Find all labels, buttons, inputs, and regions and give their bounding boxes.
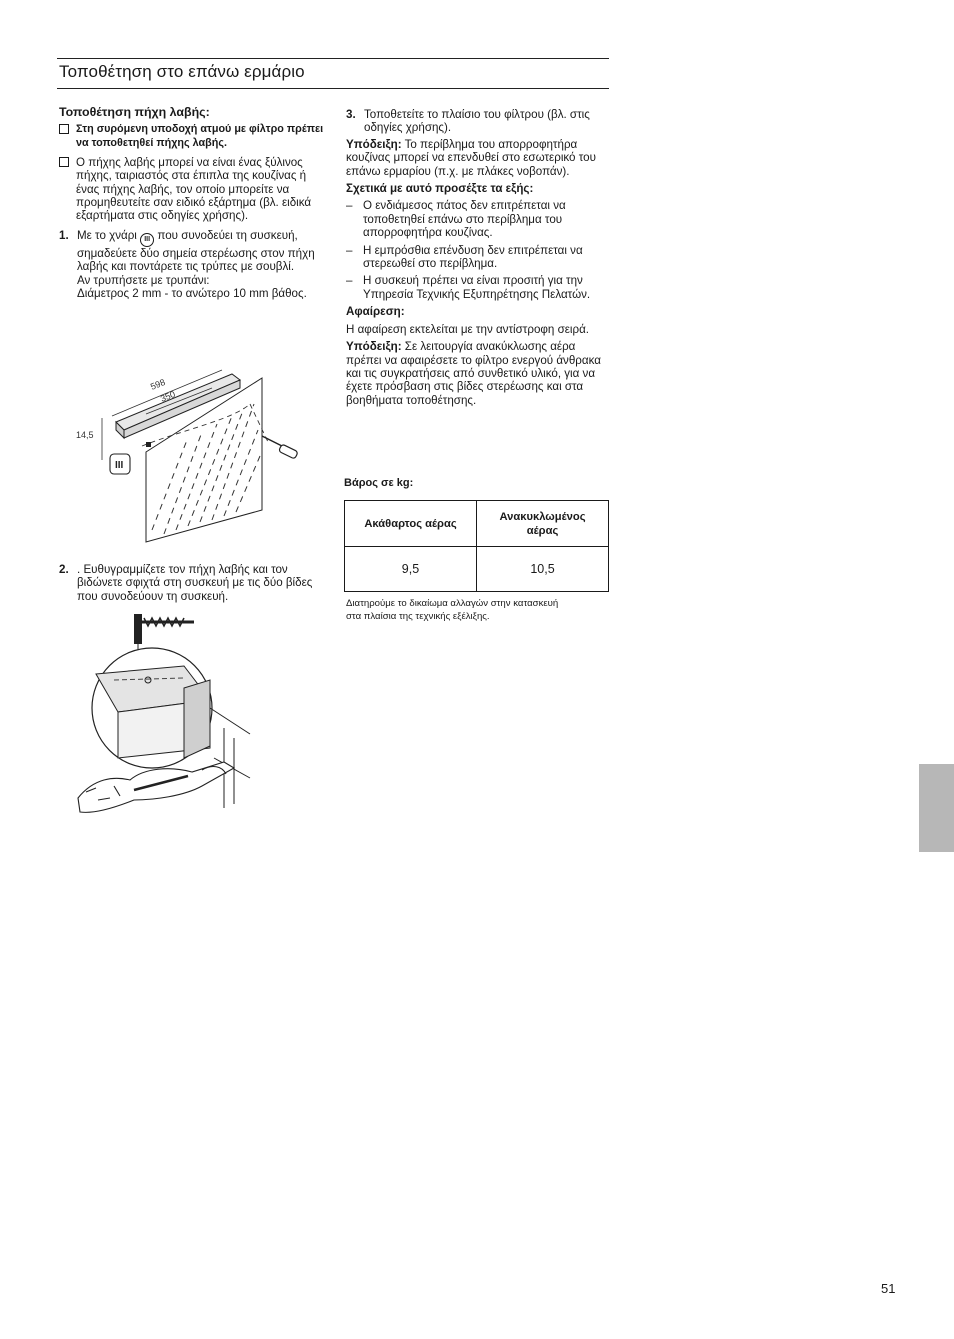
template-illustration (72, 360, 312, 546)
hint-1-label: Υπόδειξη: (346, 137, 402, 151)
handle-bar (116, 374, 240, 430)
footnote-line-2: στα πλαίσια της τεχνικής εξέλιξης. (346, 611, 490, 622)
weight-table-header (345, 501, 609, 547)
dash-item-2 (346, 244, 614, 271)
step-3-number: 3. (346, 108, 356, 121)
dim-label-350: 350 (159, 388, 177, 404)
page-number: 51 (881, 1281, 896, 1296)
section-heading: Τοποθέτηση πήχη λαβής: (59, 105, 210, 119)
attention-heading: Σχετικά με αυτό προσέξτε τα εξής: (346, 182, 534, 196)
dim-label-598: 598 (149, 376, 167, 392)
top-rule (57, 58, 609, 59)
screwdriver-handle (278, 444, 298, 459)
weight-header-exhaust: Ακάθαρτος αέρας (345, 501, 477, 547)
step-2-block (59, 563, 327, 603)
checkbox-icon (59, 157, 69, 167)
right-column (346, 108, 614, 407)
step-1-text-a: Με το χνάρι (77, 228, 137, 242)
step-1-text-b: που συνοδεύει τη συσκευή, σημαδεύετε δύο σημεία στερέωσης στον πήχη λαβής και ποντάρετε τις τρύπες με σουβλί. (77, 228, 315, 274)
removal-heading: Αφαίρεση: (346, 305, 405, 319)
hand-with-screwdriver (78, 762, 234, 812)
weight-header-recirculation-1: Ανακυκλωμένος (499, 510, 586, 523)
step-2-number: 2. (59, 563, 69, 576)
hint-2 (346, 340, 614, 407)
step-1 (59, 229, 327, 301)
construction-line-2 (250, 404, 268, 442)
hint-2-text: Σε λειτουργία ανακύκλωσης αέρα πρέπει να αφαιρέσετε το φίλτρο ενεργού άνθρακα και τις συγκρατήσεις από συνθετικό υλικό, για να έχετε πρόσβαση στις βίδες στερέωσης και στα βοηθήματα τοποθέτησης. (346, 340, 601, 407)
weight-header-recirculation-2: αέρας (526, 524, 559, 537)
checkbox-icon (59, 124, 69, 134)
dash-item-1 (346, 199, 614, 239)
weight-header-recirculation (477, 501, 609, 547)
page-title: Τοποθέτηση στο επάνω ερμάριο (59, 62, 305, 81)
dash-item-3 (346, 274, 614, 301)
step-1-number: 1. (59, 228, 69, 242)
cabinet-lines (210, 708, 250, 808)
step-3 (346, 108, 614, 135)
dash-item-3-text: Η συσκευή πρέπει να είναι προσιτή για την Υπηρεσία Τεχνικής Εξυπηρέτησης Πελατών. (363, 274, 591, 301)
dash-symbol: – (346, 243, 353, 257)
weight-table-row (345, 547, 609, 592)
step-1-text-d: Διάμετρος 2 mm - το ανώτερο 10 mm βάθος. (77, 287, 307, 301)
weight-heading: Βάρος σε kg: (344, 477, 414, 489)
checklist-item-2 (59, 156, 327, 223)
template-icon: III (140, 233, 154, 247)
hint-2-label: Υπόδειξη: (346, 340, 402, 354)
checklist-item-1 (59, 123, 327, 149)
hint-1 (346, 138, 614, 178)
template-label: III (115, 460, 124, 471)
screw-mounting-illustration (74, 608, 254, 824)
step-2-text: . Ευθυγραμμίζετε τον πήχη λαβής και τον βιδώνετε σφιχτά στη συσκευή με τις δύο βίδες που συνοδεύουν τη συσκευή. (77, 563, 313, 603)
dash-symbol: – (346, 274, 353, 288)
title-rule (57, 88, 609, 89)
removal-text: Η αφαίρεση εκτελείται με την αντίστροφη σειρά. (346, 322, 590, 336)
step-2 (59, 563, 327, 603)
template-hatch (152, 404, 260, 534)
weight-value-recirculation: 10,5 (477, 547, 609, 592)
footnote-line-1: Διατηρούμε το δικαίωμα αλλαγών στην κατασκευή (346, 598, 559, 609)
checklist-text-2: Ο πήχης λαβής μπορεί να είναι ένας ξύλινος πήχης, ταιριαστός στα έπιπλα της κουζίνας ή ένας πήχης λαβής, τον οποίο μπορείτε να προμηθευτείτε σαν ειδικό εξάρτημα (βλ. ειδικά εξαρτήματα στις οδηγίες χρήσης). (76, 155, 312, 223)
left-column (59, 106, 327, 300)
checklist-text-1: Στη συρόμενη υποδοχή ατμού με φίλτρο πρέπει να τοποθετηθεί πήχης λαβής. (76, 123, 324, 149)
step-1-text-c: Αν τρυπήσετε με τρυπάνι: (77, 273, 210, 287)
step-3-text: Τοποθετείτε το πλαίσιο του φίλτρου (βλ. στις οδηγίες χρήσης). (364, 108, 590, 135)
weight-table (344, 500, 609, 592)
language-tab-marker (919, 764, 954, 852)
dim-label-14-5: 14,5 (76, 430, 94, 440)
template-marker (146, 442, 151, 447)
dash-item-1-text: Ο ενδιάμεσος πάτος δεν επιτρέπεται να τοποθετηθεί επάνω στο περίβλημα του απορροφητήρα κουζίνας. (363, 199, 566, 240)
footnote (346, 597, 611, 623)
hint-1-text: Το περίβλημα του απορροφητήρα κουζίνας μπορεί να επενδυθεί στο εσωτερικό του επάνω ερμαρίου (π.χ. με πλάκες νοβοπάν). (346, 137, 596, 178)
weight-value-exhaust: 9,5 (345, 547, 477, 592)
dash-symbol: – (346, 199, 353, 213)
dash-item-2-text: Η εμπρόσθια επένδυση δεν επιτρέπεται να στερεωθεί στο περίβλημα. (363, 243, 583, 271)
